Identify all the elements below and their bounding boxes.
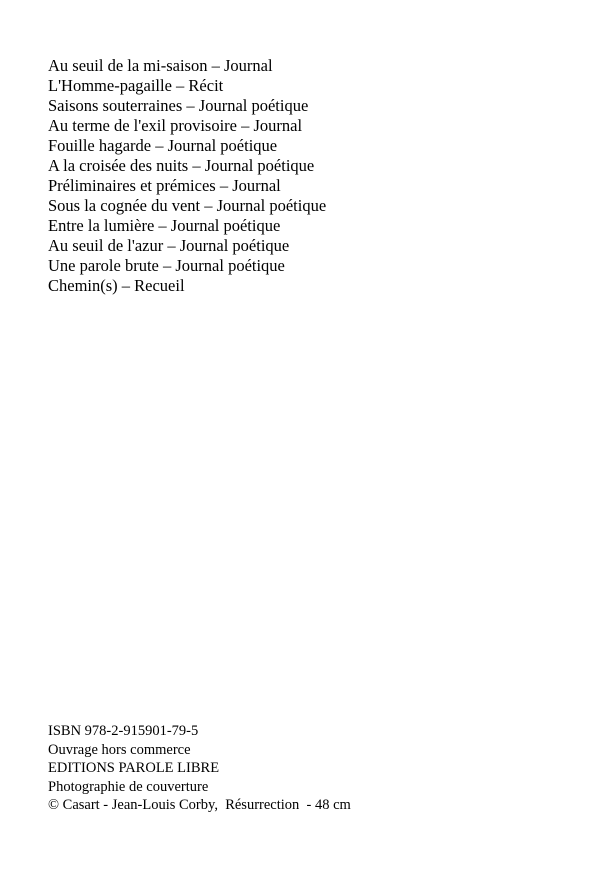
- work-title: Entre la lumière – Journal poétique: [48, 216, 281, 235]
- work-title: A la croisée des nuits – Journal poétique: [48, 156, 315, 175]
- work-title: Au seuil de l'azur – Journal poétique: [48, 236, 290, 255]
- commerce-note: Ouvrage hors commerce: [48, 741, 191, 758]
- work-title: Au terme de l'exil provisoire – Journal: [48, 116, 303, 135]
- publisher-name: EDITIONS PAROLE LIBRE: [48, 760, 220, 776]
- cover-photo-credit: © Casart - Jean-Louis Corby, Résurrection - 48 cm: [48, 797, 351, 813]
- colophon: [48, 722, 351, 815]
- work-title: Sous la cognée du vent – Journal poétique: [48, 196, 327, 215]
- work-title: Saisons souterraines – Journal poétique: [48, 96, 309, 115]
- isbn-line: ISBN 978-2-915901-79-5: [48, 723, 199, 739]
- work-title: Au seuil de la mi-saison – Journal: [48, 56, 273, 75]
- cover-photo-label: Photographie de couverture: [48, 778, 209, 795]
- work-title: Une parole brute – Journal poétique: [48, 256, 285, 275]
- work-title: L'Homme-pagaille – Récit: [48, 76, 224, 95]
- work-title: Fouille hagarde – Journal poétique: [48, 136, 278, 155]
- works-list: [48, 56, 326, 296]
- work-title: Chemin(s) – Recueil: [48, 276, 185, 295]
- work-title: Préliminaires et prémices – Journal: [48, 176, 281, 195]
